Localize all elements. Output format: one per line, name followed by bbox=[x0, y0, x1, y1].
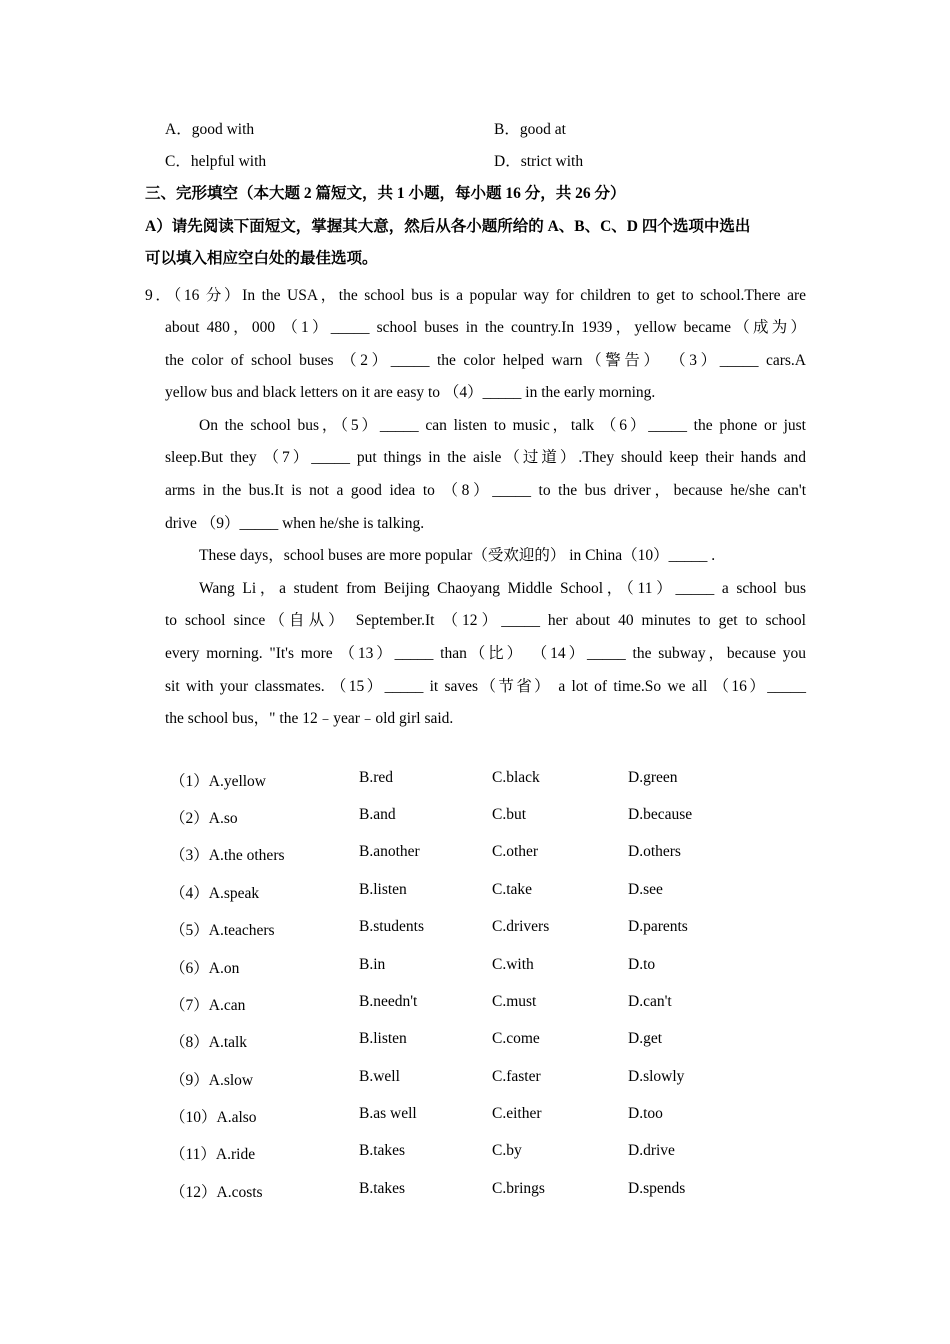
prev-option-b: B．good at bbox=[494, 121, 566, 138]
answer-row bbox=[170, 1142, 770, 1168]
answer-row bbox=[170, 769, 770, 795]
passage-line: drive （9）_____ when he/she is talking. bbox=[165, 514, 425, 532]
option-d: D.get bbox=[628, 1030, 663, 1047]
passage-line: These days，school buses are more popular（受欢迎的） in China（10）_____ . bbox=[199, 547, 716, 565]
option-d: D.drive bbox=[628, 1142, 675, 1159]
passage-line: Wang Li，a student from Beijing Chaoyang Middle School，（11）_____ a school bus bbox=[199, 579, 806, 597]
option-d: D.can't bbox=[628, 993, 672, 1010]
option-b: B.and bbox=[359, 806, 396, 823]
option-a: （5）A.teachers bbox=[170, 922, 275, 939]
option-a: （6）A.on bbox=[170, 960, 240, 977]
option-b: B.takes bbox=[359, 1180, 406, 1197]
option-a: （12）A.costs bbox=[170, 1184, 263, 1201]
option-a: （2）A.so bbox=[170, 810, 238, 827]
option-b: B.well bbox=[359, 1068, 400, 1085]
option-c: C.take bbox=[492, 881, 533, 898]
option-a: （4）A.speak bbox=[170, 885, 260, 902]
option-c: C.brings bbox=[492, 1180, 545, 1197]
passage-line: yellow bus and black letters on it are easy to （4）_____ in the early morning. bbox=[165, 384, 656, 402]
option-c: C.either bbox=[492, 1105, 542, 1122]
option-b: B.needn't bbox=[359, 993, 418, 1010]
option-a: （1）A.yellow bbox=[170, 773, 267, 790]
passage-line: On the school bus，（5）_____ can listen to music，talk （6）_____ the phone or just bbox=[199, 416, 806, 434]
option-a: （3）A.the others bbox=[170, 847, 285, 864]
option-b: B.listen bbox=[359, 881, 407, 898]
option-c: C.must bbox=[492, 993, 537, 1010]
option-c: C.black bbox=[492, 769, 540, 786]
prev-options-row-2 bbox=[165, 149, 865, 173]
option-a: （7）A.can bbox=[170, 997, 246, 1014]
option-a: （10）A.also bbox=[170, 1109, 257, 1126]
answer-row bbox=[170, 881, 770, 907]
cloze-passage bbox=[165, 312, 806, 736]
option-c: C.faster bbox=[492, 1068, 541, 1085]
option-b: B.red bbox=[359, 769, 394, 786]
option-a: （8）A.talk bbox=[170, 1034, 248, 1051]
passage-line: to school since（自从） September.It （12）_____ her about 40 minutes to get to school bbox=[165, 612, 806, 630]
answer-row bbox=[170, 1180, 770, 1206]
option-a: （11）A.ride bbox=[170, 1146, 256, 1163]
answer-row bbox=[170, 918, 770, 944]
option-b: B.listen bbox=[359, 1030, 407, 1047]
option-d: D.to bbox=[628, 956, 656, 973]
option-d: D.green bbox=[628, 769, 678, 786]
answer-row bbox=[170, 1105, 770, 1131]
passage-line-0-wrap bbox=[145, 280, 806, 313]
passage-line: every morning. "It's more （13）_____ than（比） （14）_____ the subway，because you bbox=[165, 644, 806, 662]
instruction-line-2: 可以填入相应空白处的最佳选项。 bbox=[145, 250, 378, 267]
passage-line: arms in the bus.It is not a good idea to （8）_____ to the bus driver，because he/she can't bbox=[165, 481, 806, 499]
answer-row bbox=[170, 993, 770, 1019]
prev-option-a: A．good with bbox=[165, 121, 255, 138]
instruction-line-1: A）请先阅读下面短文，掌握其大意，然后从各小题所给的 A、B、C、D 四个选项中选出 bbox=[145, 218, 751, 235]
answer-row bbox=[170, 806, 770, 832]
answer-row bbox=[170, 956, 770, 982]
answer-row bbox=[170, 1068, 770, 1094]
passage-line: sleep.But they （7）_____ put things in the aisle（过道）.They should keep their hands and bbox=[165, 449, 806, 467]
option-b: B.students bbox=[359, 918, 425, 935]
option-d: D.parents bbox=[628, 918, 688, 935]
passage-line: sit with your classmates. （15）_____ it saves（节省） a lot of time.So we all （16）_____ bbox=[165, 677, 806, 695]
passage-line: the school bus，" the 12﹣year﹣old girl said. bbox=[165, 710, 454, 728]
passage-line: 9．（16 分）In the USA，the school bus is a popular way for children to get to school.There are bbox=[145, 287, 806, 304]
section-title: 三、完形填空（本大题 2 篇短文，共 1 小题，每小题 16 分，共 26 分） bbox=[145, 185, 626, 202]
option-d: D.spends bbox=[628, 1180, 686, 1197]
option-d: D.slowly bbox=[628, 1068, 685, 1085]
passage-line: about 480，000 （1）_____ school buses in the country.In 1939，yellow became（成为） bbox=[165, 319, 806, 336]
option-c: C.with bbox=[492, 956, 534, 973]
option-b: B.another bbox=[359, 843, 420, 860]
option-d: D.because bbox=[628, 806, 693, 823]
prev-option-d: D．strict with bbox=[494, 153, 584, 170]
prev-option-c: C．helpful with bbox=[165, 153, 267, 170]
option-c: C.drivers bbox=[492, 918, 550, 935]
option-d: D.others bbox=[628, 843, 681, 860]
answer-row bbox=[170, 1030, 770, 1056]
option-c: C.other bbox=[492, 843, 539, 860]
option-c: C.by bbox=[492, 1142, 522, 1159]
answer-row bbox=[170, 843, 770, 869]
option-c: C.but bbox=[492, 806, 527, 823]
option-d: D.too bbox=[628, 1105, 663, 1122]
option-d: D.see bbox=[628, 881, 663, 898]
prev-options-row-1 bbox=[165, 117, 865, 141]
option-b: B.takes bbox=[359, 1142, 406, 1159]
option-c: C.come bbox=[492, 1030, 540, 1047]
option-b: B.as well bbox=[359, 1105, 417, 1122]
option-b: B.in bbox=[359, 956, 386, 973]
option-a: （9）A.slow bbox=[170, 1072, 254, 1089]
passage-line: the color of school buses （2）_____ the color helped warn（警告） （3）_____ cars.A bbox=[165, 351, 806, 369]
